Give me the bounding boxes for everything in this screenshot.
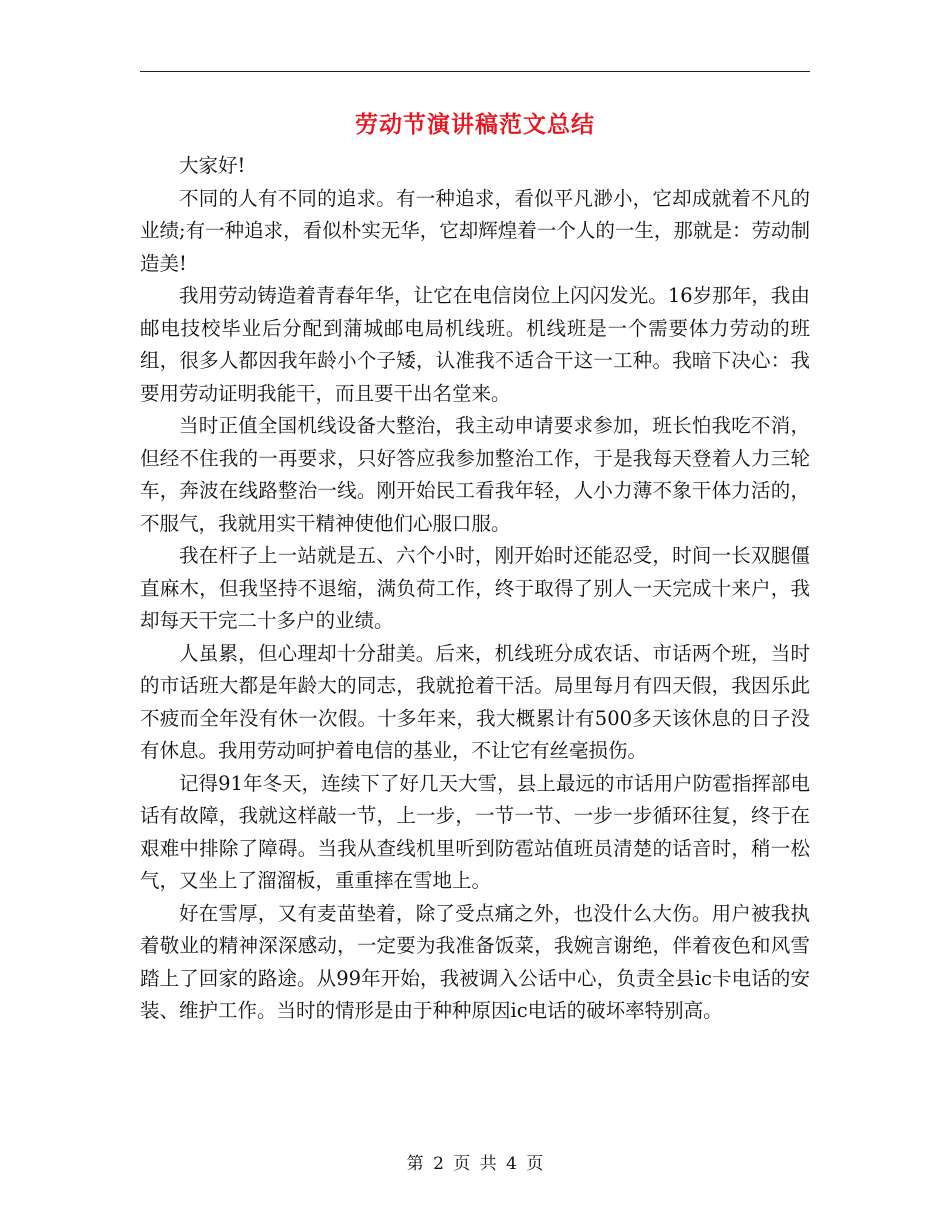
paragraph: 记得91年冬天，连续下了好几天大雪，县上最远的市话用户防雹指挥部电话有故障，我就这样敲一节，上一步，一节一节、一步一步循环往复，终于在艰难中排除了障碍。当我从查线机里听到防雹站值班员清楚的话音时，稍一松气，又坐上了溜溜板，重重摔在雪地上。 (140, 771, 810, 892)
paragraph: 我用劳动铸造着青春年华，让它在电信岗位上闪闪发光。16岁那年，我由邮电技校毕业后分配到蒲城邮电局机线班。机线班是一个需要体力劳动的班组，很多人都因我年龄小个子矮，认准我不适合干这一工种。我暗下决心：我要用劳动证明我能干，而且要干出名堂来。 (140, 284, 810, 405)
paragraph: 好在雪厚，又有麦苗垫着，除了受点痛之外，也没什么大伤。用户被我执着敬业的精神深深感动，一定要为我准备饭菜，我婉言谢绝，伴着夜色和风雪踏上了回家的路途。从99年开始，我被调入公话中心，负责全县ic卡电话的安装、维护工作。当时的情形是由于种种原因ic电话的破坏率特别高。 (140, 901, 810, 1022)
paragraph-greeting: 大家好! (179, 154, 246, 177)
page-footer: 第 2 页 共 4 页 (406, 1154, 544, 1174)
paragraph: 不同的人有不同的追求。有一种追求，看似平凡渺小，它却成就着不凡的业绩;有一种追求，看似朴实无华，它却辉煌着一个人的一生，那就是：劳动制造美! (140, 186, 810, 275)
paragraph: 我在杆子上一站就是五、六个小时，刚开始时还能忍受，时间一长双腿僵直麻木，但我坚持不退缩，满负荷工作，终于取得了别人一天完成十来户，我却每天干完二十多户的业绩。 (140, 544, 810, 632)
paragraph: 人虽累，但心理却十分甜美。后来，机线班分成农话、市话两个班，当时的市话班大都是年龄大的同志，我就抢着干活。局里每月有四天假，我因乐此不疲而全年没有休一次假。十多年来，我大概累计有500多天该休息的日子没有休息。我用劳动呵护着电信的基业，不让它有丝毫损伤。 (140, 641, 810, 762)
document-body (140, 150, 810, 1028)
paragraph: 当时正值全国机线设备大整治，我主动申请要求参加，班长怕我吃不消，但经不住我的一再要求，只好答应我参加整治工作，于是我每天登着人力三轮车，奔波在线路整治一线。刚开始民工看我年轻，人小力薄不象干体力活的，不服气，我就用实干精神使他们心服口服。 (140, 414, 810, 535)
document-title: 劳动节演讲稿范文总结 (355, 111, 595, 138)
header-rule (140, 71, 810, 72)
